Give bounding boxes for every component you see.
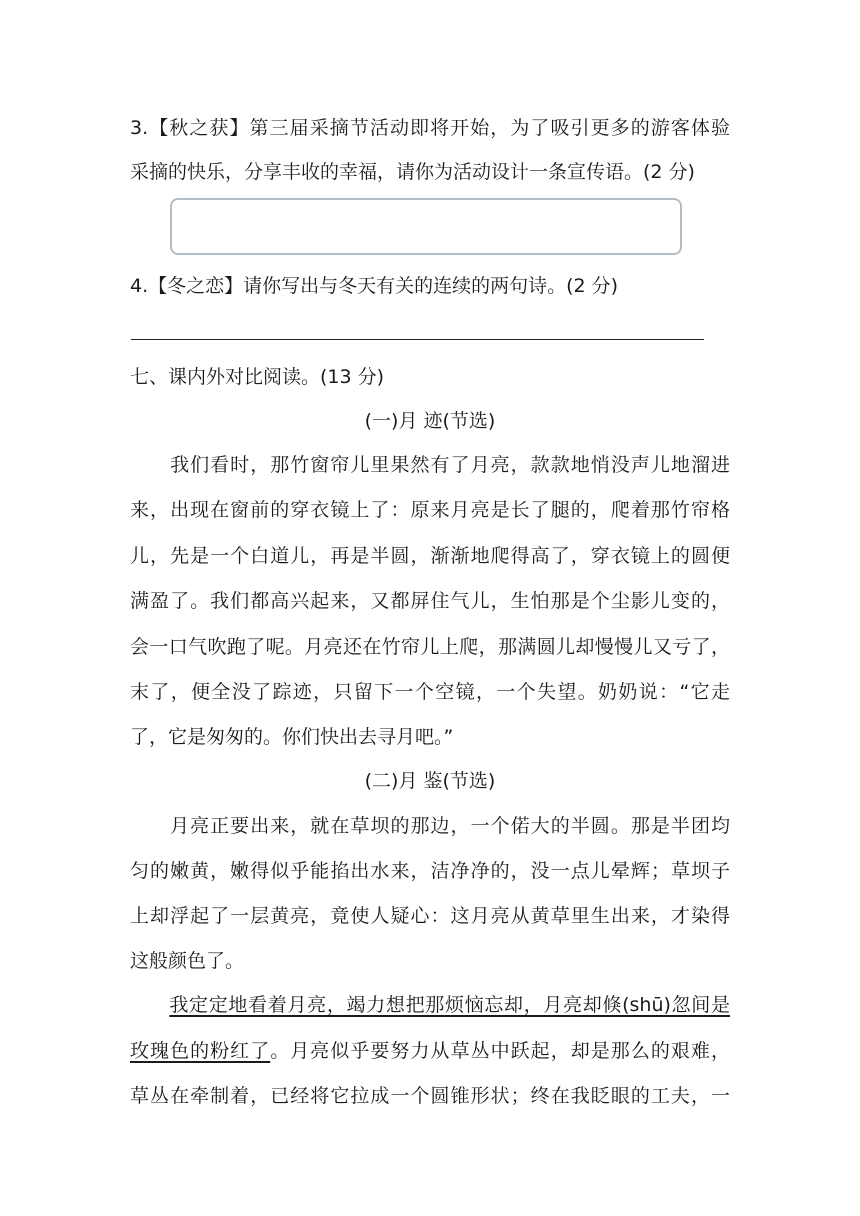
passage-1-title: (一)月 迹(节选) [364,410,496,432]
passage-2-title: (二)月 鉴(节选) [364,770,496,792]
passage-2-paragraph-2-line-1 [130,992,730,1018]
sentence-continuation: 。月亮似乎要努力从草丛中跃起，却是那么的艰难， [270,1040,730,1062]
indent [130,994,169,1016]
passage-2-paragraph-2-line-2 [130,1038,730,1064]
question-4-line-1: 4.【冬之恋】请你写出与冬天有关的连续的两句诗。(2 分) [130,275,619,297]
question-3-answer-box[interactable] [170,198,682,255]
passage-1-line: 会一口气吹跑了呢。月亮还在竹帘儿上爬，那满圆儿却慢慢儿又亏了， [130,636,730,658]
passage-2-line: 月亮正要出来，就在草坝的那边，一个偌大的半圆。那是半团均 [130,815,730,837]
passage-1-line: 了，它是匆匆的。你们快出去寻月吧。” [130,726,454,748]
passage-2-line: 这般颜色了。 [130,950,245,972]
passage-1-line: 来，出现在窗前的穿衣镜上了：原来月亮是长了腿的，爬着那竹帘格 [130,499,730,521]
underlined-sentence-end: 玫瑰色的粉红了 [130,1040,271,1062]
passage-2-line: 上却浮起了一层黄亮，竟使人疑心：这月亮从黄草里生出来，才染得 [130,905,730,927]
passage-1-line: 满盈了。我们都高兴起来，又都屏住气儿，生怕那是个尘影儿变的， [130,590,730,612]
passage-2-paragraph-2-line-3: 草丛在牵制着，已经将它拉成一个圆锥形状；终在我眨眼的工夫，一 [130,1085,730,1107]
passage-1-line: 儿，先是一个白道儿，再是半圆，渐渐地爬得高了，穿衣镜上的圆便 [130,545,730,567]
question-3-line-1: 3.【秋之获】第三届采摘节活动即将开始，为了吸引更多的游客体验 [130,117,730,139]
underlined-sentence: 我定定地看着月亮，竭力想把那烦恼忘却，月亮却倏(shū)忽间是 [169,994,730,1016]
passage-1-line: 我们看时，那竹窗帘儿里果然有了月亮，款款地悄没声儿地溜进 [130,454,730,476]
passage-1-line: 末了，便全没了踪迹，只留下一个空镜，一个失望。奶奶说：“它走 [130,681,730,703]
question-4-answer-line[interactable] [131,339,704,340]
section-7-heading: 七、课内外对比阅读。(13 分) [130,366,385,388]
passage-2-line: 匀的嫩黄，嫩得似乎能掐出水来，洁净净的，没一点儿晕辉；草坝子 [130,860,730,882]
question-3-line-2: 采摘的快乐，分享丰收的幸福，请你为活动设计一条宣传语。(2 分) [130,161,695,183]
